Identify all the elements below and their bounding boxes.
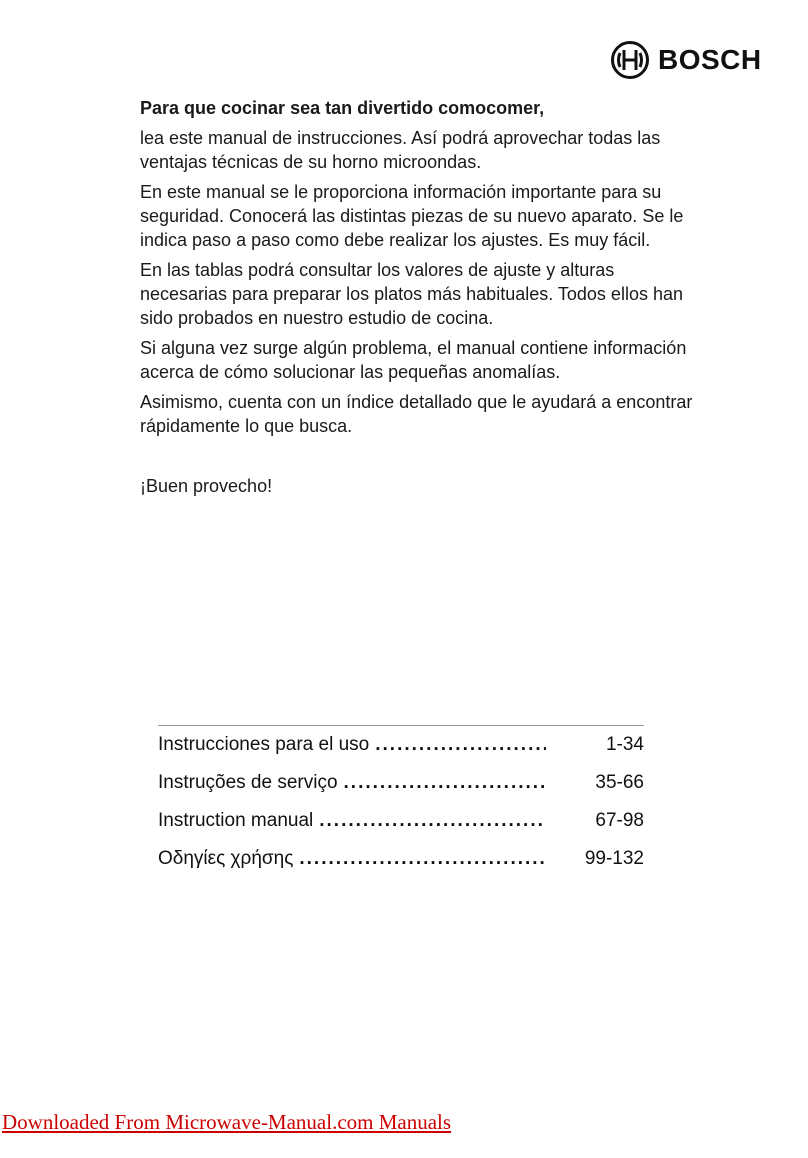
toc-row — [158, 772, 644, 810]
toc-row — [158, 810, 644, 848]
table-of-contents — [158, 725, 644, 886]
brand-logo — [610, 40, 762, 80]
bosch-armature-icon — [610, 40, 650, 80]
toc-row — [158, 848, 644, 886]
intro-paragraph: lea este manual de instrucciones. Así podrá aprovechar todas las ventajas técnicas de su horno microondas. — [140, 128, 661, 172]
toc-title: Instruction manual — [158, 810, 314, 831]
toc-row — [158, 734, 644, 772]
download-source-link[interactable]: Downloaded From Microwave-Manual.com Manuals — [2, 1110, 452, 1134]
toc-pages: 35-66 — [595, 772, 644, 793]
intro-paragraph: Asimismo, cuenta con un índice detallado que le ayudará a encontrar rápidamente lo que busca. — [140, 392, 693, 436]
intro-paragraph: En las tablas podrá consultar los valores de ajuste y alturas necesarias para preparar los platos más habituales. Todos ellos han sido probados en nuestro estudio de cocina. — [140, 260, 683, 328]
intro-section — [140, 96, 700, 504]
toc-leader-dots — [375, 734, 546, 756]
toc-pages: 1-34 — [605, 734, 644, 755]
toc-leader-dots — [299, 848, 546, 870]
toc-title: Οδηγίες χρήσης — [158, 848, 294, 869]
toc-leader-dots — [319, 810, 546, 832]
brand-name: BOSCH — [658, 44, 762, 75]
intro-paragraph: Si alguna vez surge algún problema, el manual contiene información acerca de cómo solucionar las pequeñas anomalías. — [140, 338, 687, 382]
intro-heading: Para que cocinar sea tan divertido comocomer, — [140, 98, 545, 118]
intro-paragraph: En este manual se le proporciona información importante para su seguridad. Conocerá las distintas piezas de su nuevo aparato. Se le indica paso a paso como debe realizar los ajustes. Es muy fácil. — [140, 182, 684, 250]
intro-closing: ¡Buen provecho! — [140, 476, 273, 496]
toc-title: Instruções de serviço — [158, 772, 338, 793]
toc-pages: 99-132 — [584, 848, 644, 869]
toc-leader-dots — [344, 772, 546, 794]
toc-title: Instrucciones para el uso — [158, 734, 370, 755]
toc-pages: 67-98 — [595, 810, 644, 831]
